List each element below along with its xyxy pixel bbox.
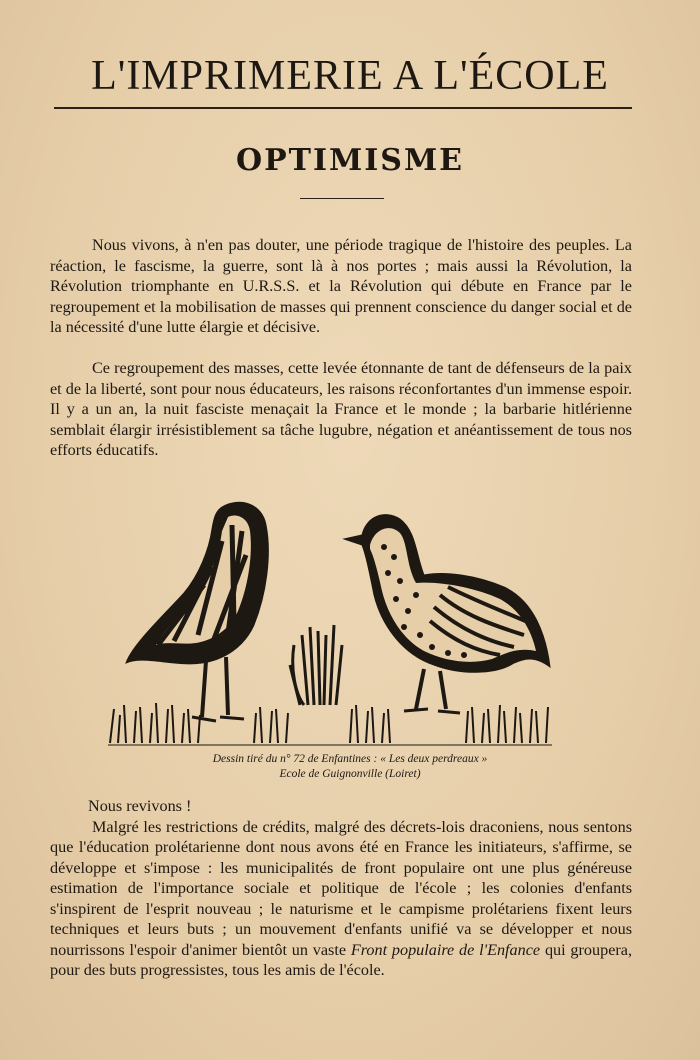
headline-rule <box>300 198 384 199</box>
paragraph-1-text: Nous vivons, à n'en pas douter, une période tragique de l'histoire des peuples. La réaction, le fascisme, la guerre, sont là à nos portes ; mais aussi la Révolution, la Révolution triomphante en U.R.S.S. et la Révolution qui débute en France par le regroupement et la mobilisation de masses qui prennent conscience du danger social et de la nécessité d'une lutte élargie et décisive. <box>50 236 632 336</box>
caption-line-2: Ecole de Guignonville (Loiret) <box>279 768 421 780</box>
article-headline: OPTIMISME <box>235 143 465 178</box>
left-partridge-figure <box>126 502 268 721</box>
masthead-title: L'IMPRIMERIE A L'ÉCOLE <box>91 53 609 99</box>
paragraph-2 <box>50 358 632 461</box>
paragraph-3 <box>50 796 632 981</box>
paragraph-3-emphasis: Front populaire de l'Enfance <box>350 940 541 959</box>
paragraph-3-text <box>50 817 632 981</box>
center-grass-tuft <box>290 625 342 705</box>
masthead-rule <box>54 107 632 109</box>
caption-line-1: Dessin tiré du n° 72 de Enfantines : « Les deux perdreaux » <box>212 753 488 765</box>
paragraph-1 <box>50 235 632 338</box>
paragraph-3-lead: Nous revivons ! <box>88 797 192 815</box>
paragraph-2-text: Ce regroupement des masses, cette levée étonnante de tant de défenseurs de la paix et de la liberté, sont pour nous éducateurs, les raisons réconfortantes d'un immense espoir. Il y a un an, la nuit fasciste menaçait la France et le monde ; la barbarie hitlérienne semblait élargir irrésistiblement sa tâche lugubre, négation et anéantissement de tous nos efforts éducatifs. <box>50 359 632 459</box>
paragraph-3-tail: qui groupera, pour des buts progressistes, tous les amis de l'école. <box>50 940 632 979</box>
paragraph-3-body: Malgré les restrictions de crédits, malgré des décrets-lois draconiens, nous sentons que l'éducation prolétarienne dont nous avons été en France les initiateurs, s'affirme, se développe et s'impose : les municipalités de front populaire ont une plus généreuse estimation de l'importance sociale et politique de l'école ; les colonies d'enfants s'inspirent de l'esprit nouveau ; le naturisme et le campisme prolétariens fixent leurs techniques et leurs buts ; un mouvement d'enfants unifié va se développer et nous nourrissons l'espoir d'animer bientôt un vaste <box>50 817 632 959</box>
ground-grass <box>108 703 552 745</box>
illustration-caption <box>0 752 700 782</box>
two-partridges-woodcut <box>104 495 556 753</box>
right-partridge-figure <box>344 515 550 713</box>
